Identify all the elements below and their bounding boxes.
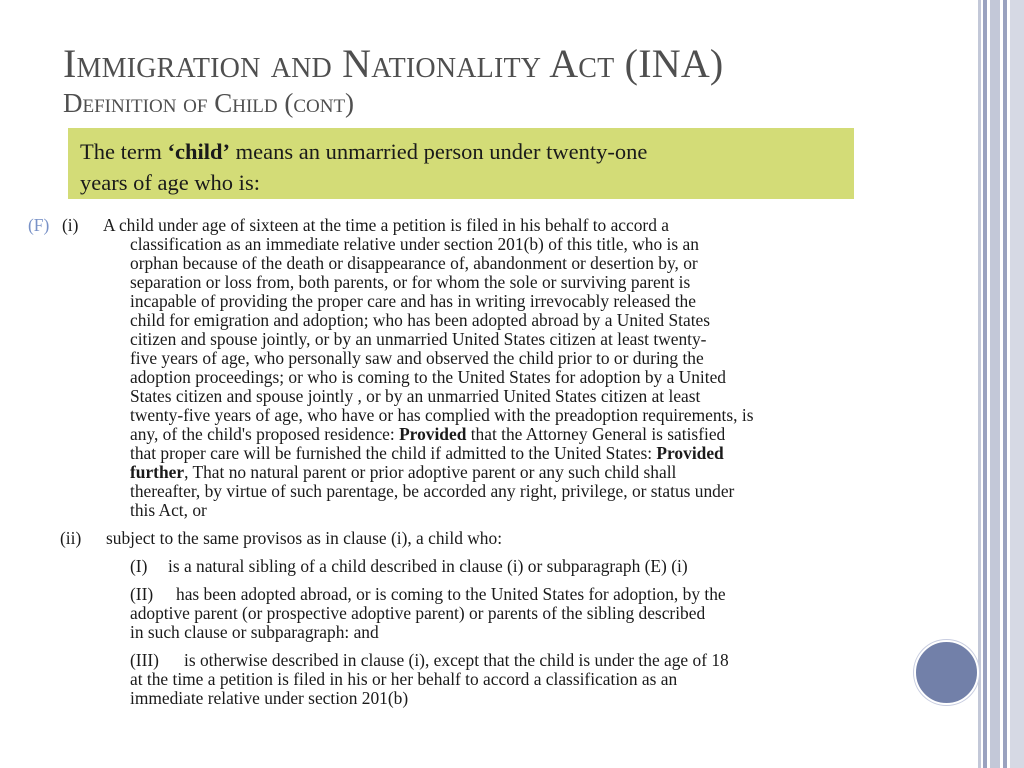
slide-subtitle: Definition of Child (cont) — [63, 88, 355, 118]
subclause-text-line: has been adopted abroad, or is coming to the United States for adoption, by the — [176, 584, 726, 604]
clause-text-line — [130, 425, 725, 444]
clause-text-line: States citizen and spouse jointly , or by an unmarried United States citizen at least — [130, 386, 701, 406]
provided-keyword: Provided — [399, 424, 467, 444]
callout-suffix: means an unmarried person under twenty-one — [229, 139, 648, 164]
clause-text-line: thereafter, by virtue of such parentage, be accorded any right, privilege, or status under — [130, 481, 735, 501]
text-run: that the Attorney General is satisfied — [466, 424, 726, 444]
callout-line-1 — [80, 136, 842, 167]
decorative-stripe — [978, 0, 981, 768]
slide-title-main: Immigration and Nationality Act (INA) — [63, 41, 724, 86]
further-keyword: further — [130, 462, 185, 482]
callout-line-2: years of age who is: — [80, 170, 260, 195]
text-run: any, of the child's proposed residence: — [130, 424, 400, 444]
decorative-stripe — [990, 0, 1000, 768]
definition-callout — [68, 128, 854, 199]
decorative-stripe — [1010, 0, 1024, 768]
subclause-label: (II) — [130, 584, 154, 604]
callout-term: ‘child’ — [167, 139, 230, 164]
subclause-text-line: adoptive parent (or prospective adoptive parent) or parents of the sibling described — [130, 603, 706, 623]
paragraph-marker: (F) — [28, 215, 50, 235]
slide-title — [63, 41, 943, 118]
clause-text-line — [130, 463, 676, 482]
clause-text-line — [130, 444, 724, 463]
decorative-circle — [914, 640, 979, 705]
clause-text-line: this Act, or — [130, 500, 207, 520]
clause-text-line: adoption proceedings; or who is coming to the United States for adoption by a United — [130, 367, 727, 387]
subclause-text-line: is a natural sibling of a child described in clause (i) or subparagraph (E) (i) — [168, 556, 688, 576]
decorative-stripe — [1003, 0, 1007, 768]
clause-text-line: citizen and spouse jointly, or by an unmarried United States citizen at least twenty- — [130, 329, 707, 349]
subclause-text-line: at the time a petition is filed in his or her behalf to accord a classification as an — [130, 669, 678, 689]
clause-text-line: classification as an immediate relative under section 201(b) of this title, who is an — [130, 234, 699, 254]
provided-keyword: Provided — [656, 443, 724, 463]
subclause-text-line: in such clause or subparagraph: and — [130, 622, 379, 642]
subclause-text-line: is otherwise described in clause (i), except that the child is under the age of 18 — [184, 650, 729, 670]
clause-text-line: subject to the same provisos as in clause (i), a child who: — [106, 528, 503, 548]
text-run: that proper care will be furnished the child if admitted to the United States: — [130, 443, 657, 463]
clause-text-line: orphan because of the death or disappearance of, abandonment or desertion by, or — [130, 253, 698, 273]
clause-text-line: five years of age, who personally saw and observed the child prior to or during the — [130, 348, 704, 368]
text-run: , That no natural parent or prior adoptive parent or any such child shall — [184, 462, 677, 482]
callout-prefix: The term — [80, 139, 168, 164]
clause-label: (ii) — [60, 528, 82, 548]
decorative-stripe — [983, 0, 987, 768]
subclause-text-line: immediate relative under section 201(b) — [130, 688, 409, 708]
clause-text-line: child for emigration and adoption; who has been adopted abroad by a United States — [130, 310, 711, 330]
clause-label: (i) — [62, 215, 79, 235]
subclause-label: (I) — [130, 556, 148, 576]
clause-text-line: incapable of providing the proper care and has in writing irrevocably released the — [130, 291, 696, 311]
subclause-label: (III) — [130, 650, 159, 670]
clause-text-line: separation or loss from, both parents, or for whom the sole or surviving parent is — [130, 272, 691, 292]
clause-text-line: A child under age of sixteen at the time a petition is filed in his behalf to accord a — [103, 215, 669, 235]
clause-text-line: twenty-five years of age, who have or has complied with the preadoption requirements, is — [130, 405, 754, 425]
